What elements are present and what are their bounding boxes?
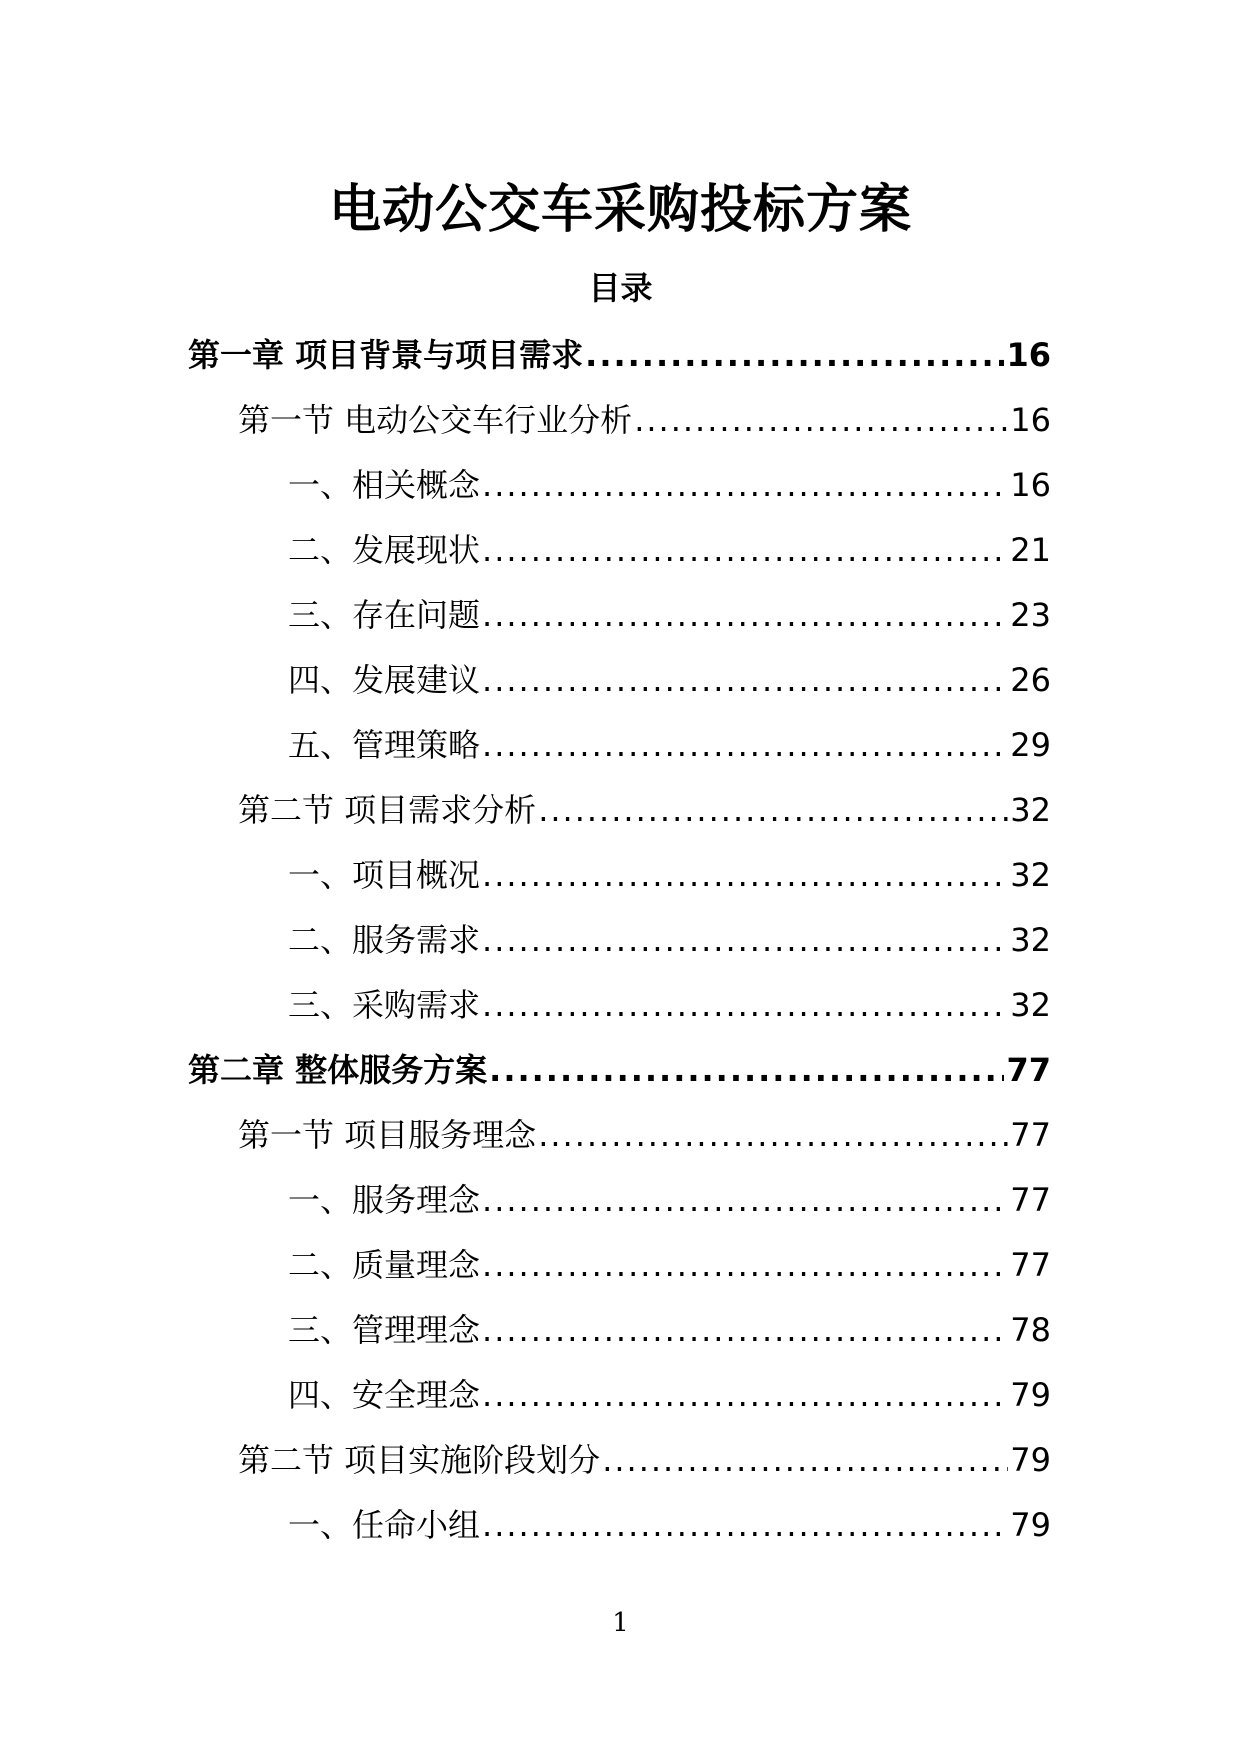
toc-entry-label: 五、管理策略 bbox=[288, 726, 481, 764]
toc-entry-section[interactable] bbox=[0, 1435, 1241, 1500]
toc-dot-leader bbox=[634, 395, 1008, 445]
toc-dot-leader bbox=[585, 330, 1004, 380]
toc-entry-page: 32 bbox=[1010, 921, 1051, 959]
toc-dot-leader bbox=[538, 785, 1008, 835]
toc-dot-leader bbox=[538, 1110, 1008, 1160]
toc-entry-page: 32 bbox=[1010, 856, 1051, 894]
toc-entry-subsection[interactable] bbox=[0, 720, 1241, 785]
toc-dot-leader bbox=[482, 460, 1008, 510]
toc-entry-label: 四、发展建议 bbox=[288, 661, 481, 699]
toc-entry-section[interactable] bbox=[0, 395, 1241, 460]
page-number: 1 bbox=[612, 1608, 629, 1638]
toc-entry-subsection[interactable] bbox=[0, 1240, 1241, 1305]
toc-entry-section[interactable] bbox=[0, 1110, 1241, 1175]
toc-entry-label: 三、存在问题 bbox=[288, 596, 481, 634]
toc-entry-subsection[interactable] bbox=[0, 1175, 1241, 1240]
toc-heading: 目录 bbox=[588, 269, 653, 307]
toc-entry-label: 二、发展现状 bbox=[288, 531, 481, 569]
toc-entry-section[interactable] bbox=[0, 785, 1241, 850]
toc-dot-leader bbox=[602, 1435, 1008, 1485]
toc-entry-label: 二、质量理念 bbox=[288, 1246, 481, 1284]
toc-dot-leader bbox=[482, 1305, 1008, 1355]
toc-entry-label: 一、任命小组 bbox=[288, 1506, 481, 1544]
toc-dot-leader bbox=[482, 1175, 1008, 1225]
toc-entry-chapter-1[interactable] bbox=[0, 330, 1241, 395]
toc-entry-label: 第二章 整体服务方案 bbox=[188, 1051, 488, 1089]
toc-entry-label: 二、服务需求 bbox=[288, 921, 481, 959]
toc-entry-label: 三、管理理念 bbox=[288, 1311, 481, 1349]
toc-entry-page: 79 bbox=[1010, 1441, 1051, 1479]
toc-entry-page: 77 bbox=[1010, 1116, 1051, 1154]
toc-entry-subsection[interactable] bbox=[0, 1305, 1241, 1370]
toc-entry-page: 32 bbox=[1010, 791, 1051, 829]
toc-entry-subsection[interactable] bbox=[0, 655, 1241, 720]
toc-entry-page: 32 bbox=[1010, 986, 1051, 1024]
toc-dot-leader bbox=[482, 1240, 1008, 1290]
toc-entry-label: 第二节 项目需求分析 bbox=[238, 791, 537, 829]
toc-entry-page: 21 bbox=[1010, 531, 1051, 569]
table-of-contents bbox=[0, 330, 1241, 1565]
toc-entry-page: 23 bbox=[1010, 596, 1051, 634]
toc-dot-leader bbox=[482, 525, 1008, 575]
toc-dot-leader bbox=[482, 590, 1008, 640]
toc-entry-label: 第一章 项目背景与项目需求 bbox=[188, 336, 584, 374]
toc-dot-leader bbox=[482, 980, 1008, 1030]
toc-entry-page: 78 bbox=[1010, 1311, 1051, 1349]
toc-dot-leader bbox=[482, 1370, 1008, 1420]
toc-entry-subsection[interactable] bbox=[0, 525, 1241, 590]
toc-dot-leader bbox=[489, 1045, 1004, 1095]
toc-entry-chapter-2[interactable] bbox=[0, 1045, 1241, 1110]
toc-entry-subsection[interactable] bbox=[0, 590, 1241, 655]
toc-dot-leader bbox=[482, 720, 1008, 770]
toc-entry-page: 29 bbox=[1010, 726, 1051, 764]
toc-entry-subsection[interactable] bbox=[0, 460, 1241, 525]
toc-entry-label: 三、采购需求 bbox=[288, 986, 481, 1024]
toc-entry-subsection[interactable] bbox=[0, 1500, 1241, 1565]
toc-entry-page: 16 bbox=[1010, 401, 1051, 439]
toc-entry-page: 16 bbox=[1006, 336, 1051, 374]
toc-dot-leader bbox=[482, 850, 1008, 900]
toc-entry-page: 77 bbox=[1010, 1246, 1051, 1284]
toc-dot-leader bbox=[482, 655, 1008, 705]
toc-entry-page: 26 bbox=[1010, 661, 1051, 699]
toc-entry-label: 第一节 电动公交车行业分析 bbox=[238, 401, 633, 439]
toc-entry-label: 四、安全理念 bbox=[288, 1376, 481, 1414]
toc-entry-subsection[interactable] bbox=[0, 915, 1241, 980]
toc-entry-subsection[interactable] bbox=[0, 850, 1241, 915]
toc-entry-page: 79 bbox=[1010, 1506, 1051, 1544]
toc-dot-leader bbox=[482, 1500, 1008, 1550]
toc-entry-label: 第二节 项目实施阶段划分 bbox=[238, 1441, 601, 1479]
toc-entry-label: 一、项目概况 bbox=[288, 856, 481, 894]
toc-entry-page: 16 bbox=[1010, 466, 1051, 504]
toc-entry-subsection[interactable] bbox=[0, 980, 1241, 1045]
toc-entry-subsection[interactable] bbox=[0, 1370, 1241, 1435]
toc-entry-label: 一、服务理念 bbox=[288, 1181, 481, 1219]
toc-entry-label: 第一节 项目服务理念 bbox=[238, 1116, 537, 1154]
toc-entry-page: 79 bbox=[1010, 1376, 1051, 1414]
toc-entry-page: 77 bbox=[1006, 1051, 1051, 1089]
toc-dot-leader bbox=[482, 915, 1008, 965]
document-title: 电动公交车采购投标方案 bbox=[328, 180, 912, 240]
toc-entry-label: 一、相关概念 bbox=[288, 466, 481, 504]
toc-entry-page: 77 bbox=[1010, 1181, 1051, 1219]
